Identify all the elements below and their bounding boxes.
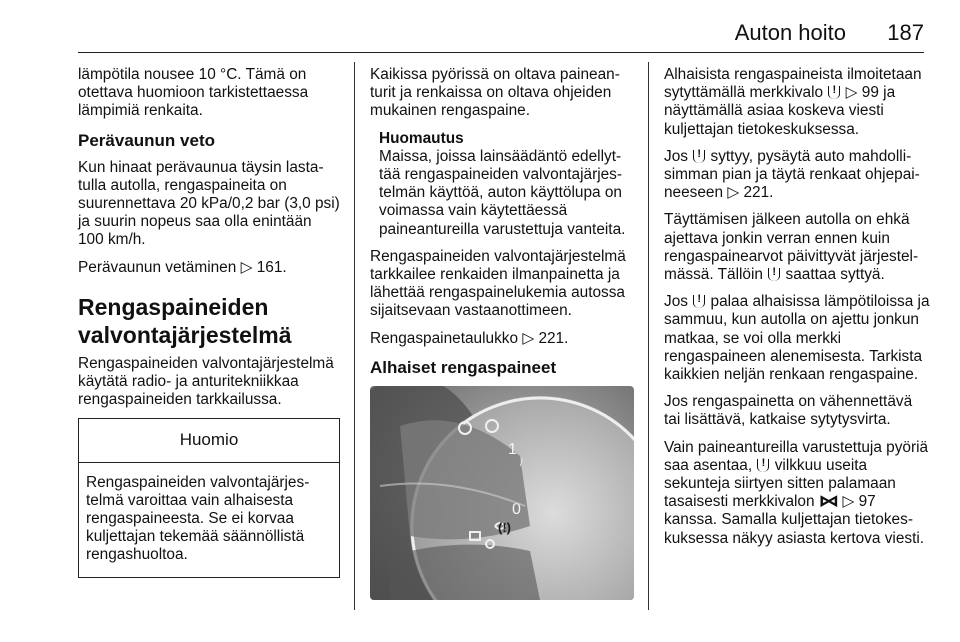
column-divider xyxy=(354,62,355,610)
paragraph: Kun hinaat perävaunua täysin lastatulla autolla, rengaspaineita on suurennettava 20 kPa/0,2 bar (3,0 psi) ja suurin nopeus saa olla enintään 100 km/h. xyxy=(78,158,340,249)
paragraph: Jos ! syttyy, pysäytä auto mahdollisimman pian ja täytä renkaat ohjepaineeseen ▷ 221. xyxy=(664,148,930,203)
page-ref-link[interactable]: 221. xyxy=(538,329,569,347)
paragraph: Vain paineantureilla varustettuja pyöriä saa asentaa, ! vilkkuu useita sekunteja siirtyen sitten palamaan tasaisesti merkkivalon ⋈ ▷ 97 kanssa. Samalla kuljettajan tietokeskuksessa näkyy asiasta kertova viesti. xyxy=(664,439,930,548)
svg-text:1: 1 xyxy=(508,440,517,458)
page-ref-link[interactable]: 221. xyxy=(743,184,774,202)
column-3 xyxy=(664,66,930,557)
note-body: Maissa, joissa lainsäädäntö edellyttää rengaspaineiden valvontajärjestelmän käyttöä, auton käyttölupa on voimassa vain käytettäessä paineantureilla varustettuja vanteita. xyxy=(379,147,626,238)
paragraph: Perävaunun vetäminen ▷ 161. xyxy=(78,258,287,276)
low-beam-icon: ⋈ xyxy=(818,493,839,511)
paragraph: Rengaspaineiden valvontajärjestelmä tarkkailee renkaiden ilmanpainetta ja lähettää rengaspainelukemia autossa sijaitsevaan vastaanottimeen. xyxy=(370,247,626,320)
svg-text:0: 0 xyxy=(512,500,521,518)
page-ref-icon: ▷ xyxy=(240,258,253,276)
tire-pressure-warning-icon xyxy=(768,268,780,281)
instrument-cluster-photo xyxy=(370,386,634,600)
section-heading-tpms: Rengaspaineiden valvontajärjestelmä xyxy=(78,293,292,348)
paragraph: Rengaspaineiden valvontajärjestelmä käytätä radio- ja anturitekniikkaa rengaspaineiden tarkkailussa. xyxy=(78,354,334,409)
tire-pressure-warning-icon xyxy=(757,459,769,472)
section-heading-low-pressure: Alhaiset rengaspaineet xyxy=(370,357,557,377)
note-title: Huomautus xyxy=(379,129,464,147)
paragraph: Jos rengaspainetta on vähennettävä tai lisättävä, katkaise sytytysvirta. xyxy=(664,393,913,429)
instrument-cluster-illustration xyxy=(370,386,634,600)
paragraph: lämpötila nousee 10 °C. Tämä on otettava huomioon tarkistettaessa lämpimiä renkaita. xyxy=(78,66,309,120)
tire-pressure-warning-icon xyxy=(693,295,705,308)
page-ref-icon: ▷ xyxy=(727,184,740,202)
column-divider xyxy=(648,62,649,610)
caution-title: Huomio xyxy=(79,419,339,462)
page-ref-link[interactable]: 161. xyxy=(256,258,287,276)
paragraph: Jos ! palaa alhaisissa lämpötiloissa ja sammuu, kun autolla on ajettu jonkun matkaa, se voi olla merkki rengaspaineen alenemisesta. Tarkista kaikkien neljän renkaan rengaspaine. xyxy=(664,293,930,384)
column-1 xyxy=(78,66,340,578)
caution-box xyxy=(78,418,340,577)
paragraph: Täyttämisen jälkeen autolla on ehkä ajettava jonkin verran ennen kuin rengaspainearvot päivittyvät järjestelmässä. Tällöin ! saattaa syttyä. xyxy=(664,211,930,284)
tire-pressure-warning-icon xyxy=(828,86,840,99)
column-2 xyxy=(370,66,634,600)
page-ref-icon: ▷ xyxy=(522,329,535,347)
note-block xyxy=(370,130,634,239)
page-ref-icon: ▷ xyxy=(842,493,855,511)
paragraph: Alhaisista rengaspaineista ilmoitetaan sytyttämällä merkkivalo ! ▷ 99 ja näyttämällä asiaa koskeva viesti kuljettajan tietokeskuksessa. xyxy=(664,66,930,139)
page-number: 187 xyxy=(887,20,924,45)
caution-body: Rengaspaineiden valvontajärjestelmä varoittaa vain alhaisesta rengaspaineesta. Se ei korvaa kuljettajan tekemää säännöllistä rengashuoltoa. xyxy=(86,473,310,564)
tire-pressure-warning-icon xyxy=(693,150,705,163)
paragraph: Kaikissa pyörissä on oltava paineanturit ja renkaissa on oltava ohjeiden mukainen rengaspaine. xyxy=(370,66,620,120)
paragraph: Rengaspainetaulukko ▷ 221. xyxy=(370,329,569,347)
chapter-title: Auton hoito xyxy=(734,20,846,45)
svg-text:(!): (!) xyxy=(498,519,511,535)
section-heading-trailer: Perävaunun veto xyxy=(78,130,215,150)
page-ref-icon: ▷ xyxy=(845,84,858,102)
svg-text:/: / xyxy=(520,457,523,469)
page-header xyxy=(78,0,924,53)
